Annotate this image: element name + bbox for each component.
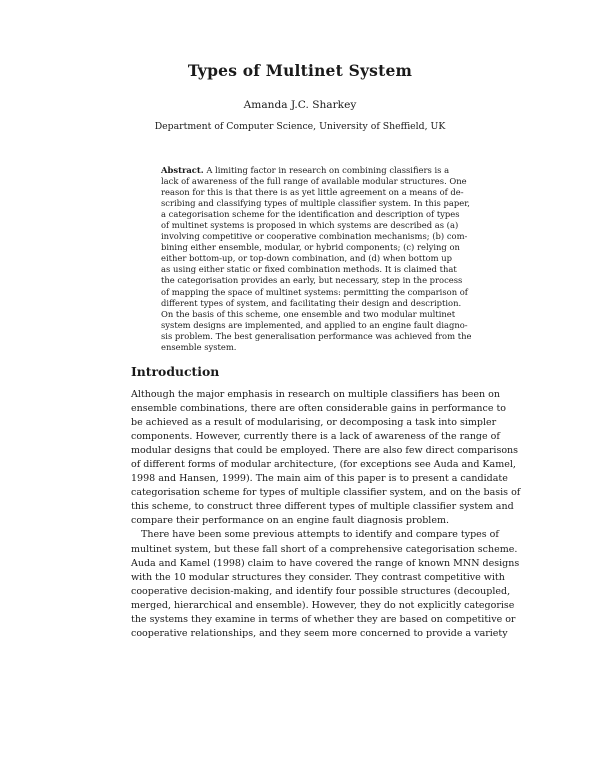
abstract-line: ensemble system.	[161, 341, 237, 352]
body-line: of different forms of modular architecture, (for exceptions see Auda and Kamel,	[131, 459, 516, 471]
body-line: categorisation scheme for types of multiple classifier system, and on the basis of	[131, 487, 521, 499]
abstract-line: system designs are implemented, and applied to an engine fault diagno-	[161, 319, 468, 330]
abstract-line: involving competitive or cooperative combination mechanisms; (b) com-	[161, 231, 468, 242]
abstract-line: scribing and classifying types of multiple classifier system. In this paper,	[161, 198, 470, 209]
abstract-line: of mapping the space of multinet systems: permitting the comparison of	[161, 286, 468, 297]
body-line: components. However, currently there is a lack of awareness of the range of	[131, 431, 500, 443]
body-line: ensemble combinations, there are often considerable gains in performance to	[131, 403, 506, 415]
abstract-line: a categorisation scheme for the identification and description of types	[161, 209, 460, 220]
body-line: with the 10 modular structures they consider. They contrast competitive with	[131, 571, 505, 583]
abstract-line: either bottom-up, or top-down combination, and (d) when bottom up	[161, 253, 452, 264]
abstract-line: lack of awareness of the full range of available modular structures. One	[161, 176, 467, 187]
body-line: compare their performance on an engine fault diagnosis problem.	[131, 515, 449, 527]
abstract-line: as using either static or fixed combination methods. It is claimed that	[161, 264, 457, 275]
body-line: modular designs that could be employed. There are also few direct comparisons	[131, 445, 519, 457]
abstract-line: Abstract. A limiting factor in research on combining classifiers is a	[161, 165, 450, 175]
body-line: multinet system, but these fall short of a comprehensive categorisation scheme.	[131, 543, 518, 555]
body-line: the systems they examine in terms of whether they are based on competitive or	[131, 613, 516, 625]
body-line: be achieved as a result of modularising, or decomposing a task into simpler	[131, 417, 497, 429]
body-line: 1998 and Hansen, 1999). The main aim of this paper is to present a candidate	[131, 473, 508, 485]
body-line: merged, hierarchical and ensemble). However, they do not explicitly categorise	[131, 599, 515, 611]
body-line: Although the major emphasis in research on multiple classifiers has been on	[131, 389, 500, 400]
body-line: this scheme, to construct three different types of multiple classifier system and	[131, 501, 514, 513]
abstract-label: Abstract.	[161, 165, 204, 175]
abstract-line: different types of system, and facilitating their design and description.	[161, 297, 462, 308]
abstract-line: On the basis of this scheme, one ensemble and two modular multinet	[161, 308, 456, 319]
body-text	[131, 388, 521, 641]
abstract-line: reason for this is that there is as yet little agreement on a means of de-	[161, 187, 464, 198]
abstract-block	[161, 165, 472, 353]
body-line: cooperative relationships, and they seem more concerned to provide a variety	[131, 627, 508, 639]
abstract-line: the categorisation provides an early, but necessary, step in the process	[161, 275, 463, 286]
abstract-line: sis problem. The best generalisation performance was achieved from the	[161, 330, 472, 341]
author-affiliation: Department of Computer Science, University of Sheffield, UK	[154, 121, 446, 132]
body-line: Auda and Kamel (1998) claim to have covered the range of known MNN designs	[131, 557, 520, 569]
abstract-line: bining either ensemble, modular, or hybrid components; (c) relying on	[161, 242, 460, 253]
abstract-line: of multinet systems is proposed in which systems are described as (a)	[161, 220, 459, 231]
body-line-indented: There have been some previous attempts to identify and compare types of	[141, 529, 499, 541]
author-name: Amanda J.C. Sharkey	[243, 99, 357, 111]
section-heading: Introduction	[131, 364, 220, 379]
paper-title: Types of Multinet System	[187, 61, 413, 80]
body-line: cooperative decision-making, and identify four possible structures (decoupled,	[131, 585, 511, 597]
